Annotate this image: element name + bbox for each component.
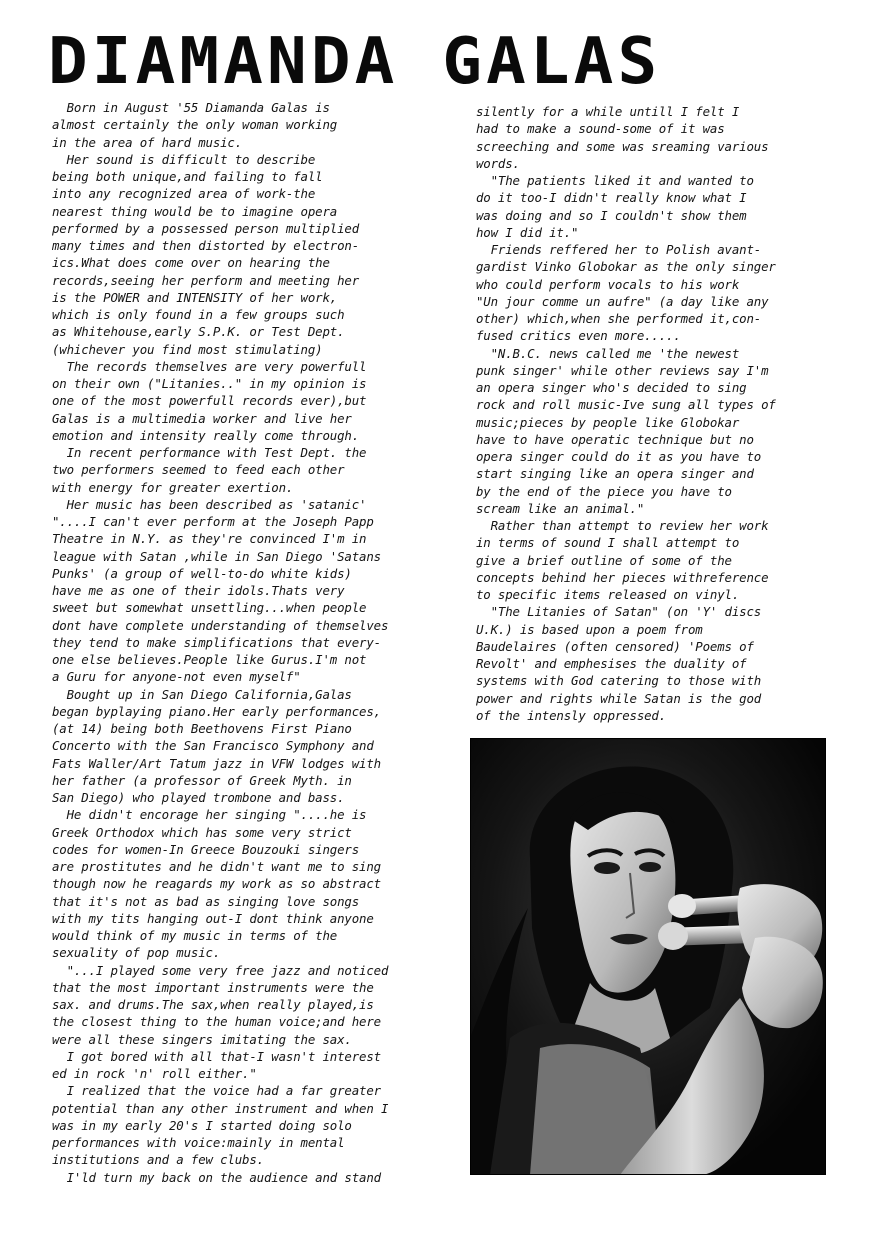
- left-column-line: He didn't encorage her singing "....he is: [52, 807, 367, 823]
- left-column-line: would think of my music in terms of the: [52, 928, 338, 943]
- right-column-line: rock and roll music-Ive sung all types of: [476, 397, 776, 413]
- left-column-line: Fats Waller/Art Tatum jazz in VFW lodges with: [52, 755, 381, 771]
- left-column-line: was in my early 20's I started doing solo: [52, 1117, 352, 1133]
- right-column-line: Baudelaires (often censored) 'Poems of: [476, 638, 754, 654]
- left-column-line: are prostitutes and he didn't want me to sing: [52, 859, 381, 874]
- right-column-line: Friends reffered her to Polish avant-: [476, 242, 762, 257]
- left-column-line: is the POWER and INTENSITY of her work,: [52, 289, 338, 305]
- left-column-line: codes for women-In Greece Bouzouki singers: [52, 841, 360, 857]
- left-column-line: (at 14) being both Beethovens First Piano: [52, 721, 352, 736]
- right-column-line: had to make a sound-some of it was: [476, 121, 725, 137]
- left-column-line: performed by a possessed person multiplied: [52, 220, 360, 236]
- left-column-line: a Guru for anyone-not even myself": [52, 669, 301, 685]
- left-column-line: into any recognized area of work-the: [52, 186, 316, 202]
- right-column-line: words.: [476, 155, 520, 171]
- left-column-line: have me as one of their idols.Thats very: [52, 583, 345, 598]
- left-column-line: league with Satan ,while in San Diego 'Satans: [52, 548, 381, 564]
- right-column-line: power and rights while Satan is the god: [476, 690, 762, 706]
- left-column-line: with my tits hanging out-I dont think anyone: [52, 910, 374, 926]
- left-column-line: one else believes.People like Gurus.I'm not: [52, 652, 367, 667]
- left-column-line: sax. and drums.The sax,when really played,is: [52, 997, 374, 1012]
- right-column-line: Rather than attempt to review her work: [476, 518, 769, 533]
- left-column-line: Greek Orthodox which has some very strict: [52, 824, 352, 840]
- left-column-line: sexuality of pop music.: [52, 945, 221, 961]
- left-column-line: I realized that the voice had a far greater: [52, 1083, 381, 1099]
- article-right-column: [476, 103, 848, 724]
- left-column-line: being both unique,and failing to fall: [52, 169, 323, 184]
- left-column-line: I'ld turn my back on the audience and stand: [52, 1169, 381, 1185]
- right-column-line: other) which,when she performed it,con-: [476, 311, 762, 326]
- right-column-line: start singing like an opera singer and: [476, 466, 754, 482]
- singer-photo-illustration: [470, 738, 826, 1175]
- left-column-line: that it's not as bad as singing love songs: [52, 893, 360, 909]
- right-column-line: systems with God catering to those with: [476, 673, 762, 689]
- left-column-line: nearest thing would be to imagine opera: [52, 203, 338, 219]
- left-column-line: though now he reagards my work as so abstract: [52, 876, 381, 892]
- left-column-line: in the area of hard music.: [52, 134, 243, 150]
- left-column-line: Concerto with the San Francisco Symphony and: [52, 738, 374, 754]
- left-column-line: that the most important instruments were the: [52, 979, 374, 995]
- right-column-line: to specific items released on vinyl.: [476, 587, 740, 602]
- right-column-line: "The patients liked it and wanted to: [476, 173, 754, 188]
- left-column-line: ics.What does come over on hearing the: [52, 255, 330, 271]
- left-column-line: many times and then distorted by electron-: [52, 238, 360, 253]
- right-column-line: in terms of sound I shall attempt to: [476, 535, 740, 551]
- right-column-line: who could perform vocals to his work: [476, 276, 740, 292]
- article-title: DIAMANDA GALAS: [48, 25, 662, 99]
- left-column-line: as Whitehouse,early S.P.K. or Test Dept.: [52, 324, 345, 340]
- left-column-line: Theatre in N.Y. as they're convinced I'm in: [52, 531, 367, 547]
- left-column-line: the closest thing to the human voice;and here: [52, 1014, 381, 1030]
- left-column-line: San Diego) who played trombone and bass.: [52, 790, 345, 805]
- left-column-line: dont have complete understanding of themselves: [52, 617, 389, 633]
- right-column-line: of the intensly oppressed.: [476, 707, 667, 723]
- left-column-line: "...I played some very free jazz and noticed: [52, 962, 389, 978]
- left-column-line: one of the most powerfull records ever),but: [52, 393, 367, 409]
- right-column-line: how I did it.": [476, 224, 579, 240]
- left-column-line: (whichever you find most stimulating): [52, 341, 323, 357]
- right-column-line: "The Litanies of Satan" (on 'Y' discs: [476, 604, 762, 620]
- left-column-line: which is only found in a few groups such: [52, 307, 345, 322]
- left-column-line: Born in August '55 Diamanda Galas is: [52, 100, 330, 115]
- left-column-line: ed in rock 'n' roll either.": [52, 1066, 257, 1081]
- right-column-line: have to have operatic technique but no: [476, 431, 754, 447]
- left-column-line: records,seeing her perform and meeting her: [52, 272, 360, 288]
- right-column-line: do it too-I didn't really know what I: [476, 190, 747, 206]
- left-column-line: they tend to make simplifications that every-: [52, 634, 381, 650]
- left-column-line: I got bored with all that-I wasn't interest: [52, 1048, 381, 1064]
- left-column-line: on their own ("Litanies.." in my opinion is: [52, 376, 367, 391]
- left-column-line: sweet but somewhat unsettling...when people: [52, 600, 367, 616]
- left-column-line: her father (a professor of Greek Myth. in: [52, 772, 352, 788]
- left-column-line: Punks' (a group of well-to-do white kids): [52, 565, 352, 581]
- right-column-line: concepts behind her pieces withreference: [476, 569, 769, 585]
- left-column-line: were all these singers imitating the sax.: [52, 1031, 352, 1047]
- right-column-line: "N.B.C. news called me 'the newest: [476, 345, 740, 361]
- right-column-line: opera singer could do it as you have to: [476, 449, 762, 464]
- left-column-line: performances with voice:mainly in mental: [52, 1135, 345, 1150]
- left-column-line: "....I can't ever perform at the Joseph Papp: [52, 514, 374, 529]
- right-column-line: fused critics even more.....: [476, 328, 681, 344]
- left-column-line: The records themselves are very powerfull: [52, 358, 367, 374]
- left-column-line: Her music has been described as 'satanic': [52, 496, 367, 512]
- left-column-line: two performers seemed to feed each other: [52, 462, 345, 478]
- right-column-line: gardist Vinko Globokar as the only singer: [476, 259, 776, 275]
- right-column-line: was doing and so I couldn't show them: [476, 207, 747, 223]
- left-column-line: In recent performance with Test Dept. the: [52, 445, 367, 460]
- left-column-line: Bought up in San Diego California,Galas: [52, 686, 352, 702]
- left-column-line: Her sound is difficult to describe: [52, 151, 316, 167]
- left-column-line: Galas is a multimedia worker and live her: [52, 410, 352, 426]
- right-column-line: punk singer' while other reviews say I'm: [476, 362, 769, 378]
- left-column-line: institutions and a few clubs.: [52, 1152, 264, 1168]
- right-column-line: U.K.) is based upon a poem from: [476, 621, 703, 637]
- left-column-line: almost certainly the only woman working: [52, 117, 338, 133]
- left-column-line: potential than any other instrument and when I: [52, 1100, 389, 1116]
- right-column-line: "Un jour comme un aufre" (a day like any: [476, 293, 769, 309]
- left-column-line: emotion and intensity really come through.: [52, 427, 360, 443]
- left-column-line: began byplaying piano.Her early performances,: [52, 703, 381, 719]
- right-column-line: music;pieces by people like Globokar: [476, 414, 740, 430]
- singer-photo: [470, 738, 826, 1175]
- right-column-line: Revolt' and emphesises the duality of: [476, 656, 747, 671]
- left-column-line: with energy for greater exertion.: [52, 479, 294, 495]
- right-column-line: screeching and some was sreaming various: [476, 138, 769, 154]
- article-left-column: [52, 99, 464, 1186]
- right-column-line: silently for a while untill I felt I: [476, 104, 740, 119]
- right-column-line: give a brief outline of some of the: [476, 552, 732, 568]
- right-column-line: by the end of the piece you have to: [476, 483, 732, 499]
- right-column-line: an opera singer who's decided to sing: [476, 380, 747, 395]
- right-column-line: scream like an animal.": [476, 500, 645, 516]
